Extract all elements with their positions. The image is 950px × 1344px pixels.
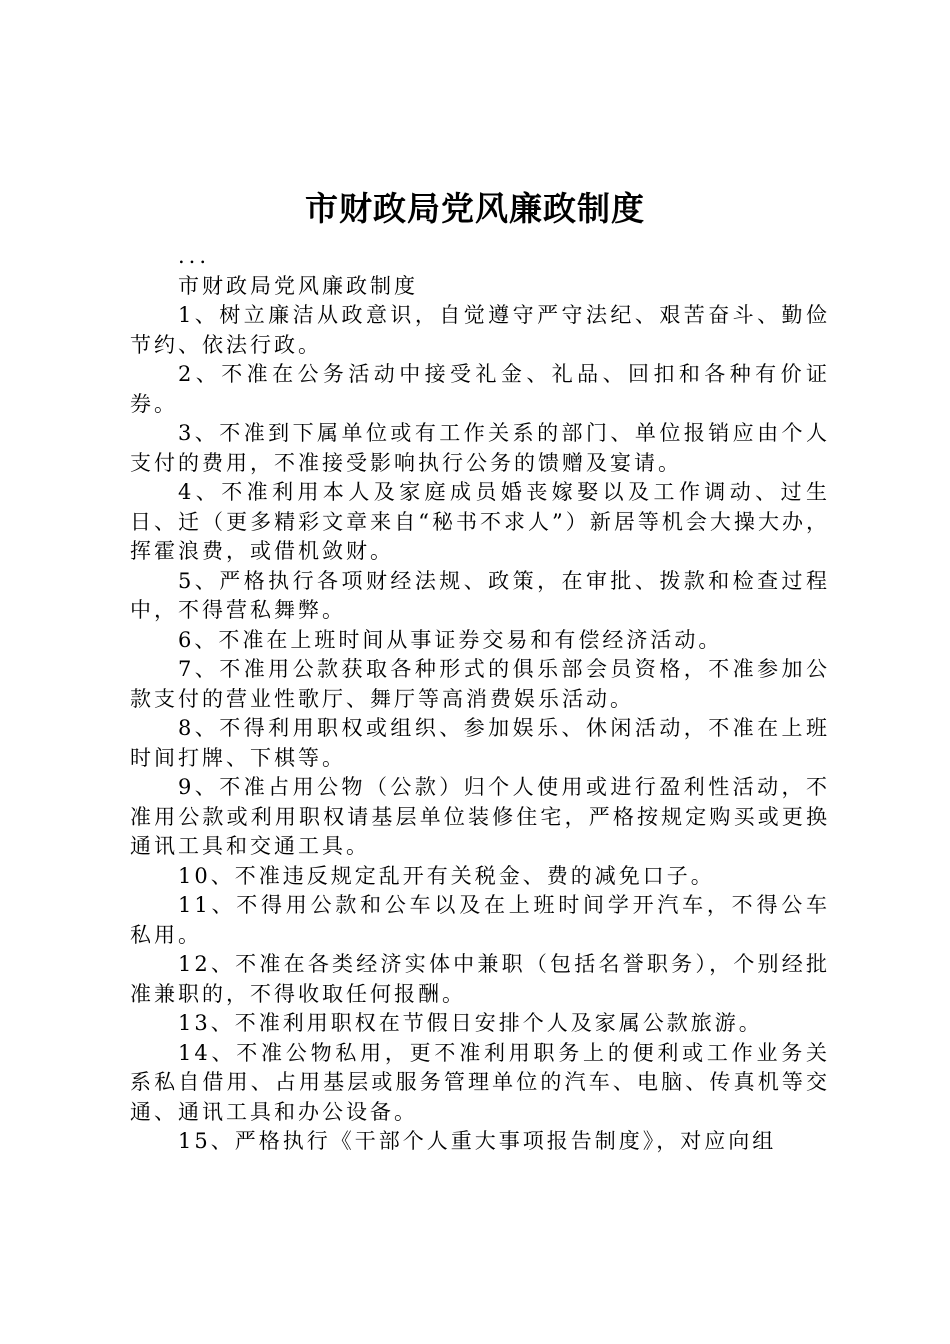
paragraph-9: 9、不准占用公物（公款）归个人使用或进行盈利性活动，不准用公款或利用职权请基层单位装修住宅，严格按规定购买或更换通讯工具和交通工具。 [130, 775, 830, 858]
paragraph-7: 7、不准用公款获取各种形式的俱乐部会员资格，不准参加公款支付的营业性歌厅、舞厅等高消费娱乐活动。 [130, 657, 830, 711]
document-title: 市财政局党风廉政制度 [305, 189, 645, 228]
paragraph-2: 2、不准在公务活动中接受礼金、礼品、回扣和各种有价证券。 [130, 362, 830, 416]
paragraph-12: 12、不准在各类经济实体中兼职（包括名誉职务），个别经批准兼职的，不得收取任何报酬。 [130, 952, 830, 1006]
ellipsis-line: ... [178, 244, 211, 268]
paragraph-11: 11、不得用公款和公车以及在上班时间学开汽车，不得公车私用。 [130, 893, 830, 947]
paragraph-5: 5、严格执行各项财经法规、政策，在审批、拨款和检查过程中，不得营私舞弊。 [130, 568, 830, 622]
document-body [130, 242, 830, 1157]
paragraph-1: 1、树立廉洁从政意识，自觉遵守严守法纪、艰苦奋斗、勤俭节约、依法行政。 [130, 303, 830, 357]
paragraph-10: 10、不准违反规定乱开有关税金、费的减免口子。 [178, 863, 715, 888]
paragraph-14: 14、不准公物私用，更不准利用职务上的便利或工作业务关系私自借用、占用基层或服务管理单位的汽车、电脑、传真机等交通、通讯工具和办公设备。 [130, 1040, 830, 1124]
paragraph-4: 4、不准利用本人及家庭成员婚丧嫁娶以及工作调动、过生日、迁（更多精彩文章来自“秘书不求人”）新居等机会大操大办，挥霍浪费，或借机敛财。 [130, 480, 830, 563]
paragraph-8: 8、不得利用职权或组织、参加娱乐、休闲活动，不准在上班时间打牌、下棋等。 [130, 716, 830, 770]
document-subtitle: 市财政局党风廉政制度 [178, 273, 418, 298]
paragraph-3: 3、不准到下属单位或有工作关系的部门、单位报销应由个人支付的费用，不准接受影响执行公务的馈赠及宴请。 [130, 421, 830, 475]
paragraph-15: 15、严格执行《干部个人重大事项报告制度》，对应向组 [178, 1129, 777, 1153]
paragraph-6: 6、不准在上班时间从事证券交易和有偿经济活动。 [178, 627, 723, 652]
paragraph-13: 13、不准利用职权在节假日安排个人及家属公款旅游。 [178, 1011, 763, 1035]
